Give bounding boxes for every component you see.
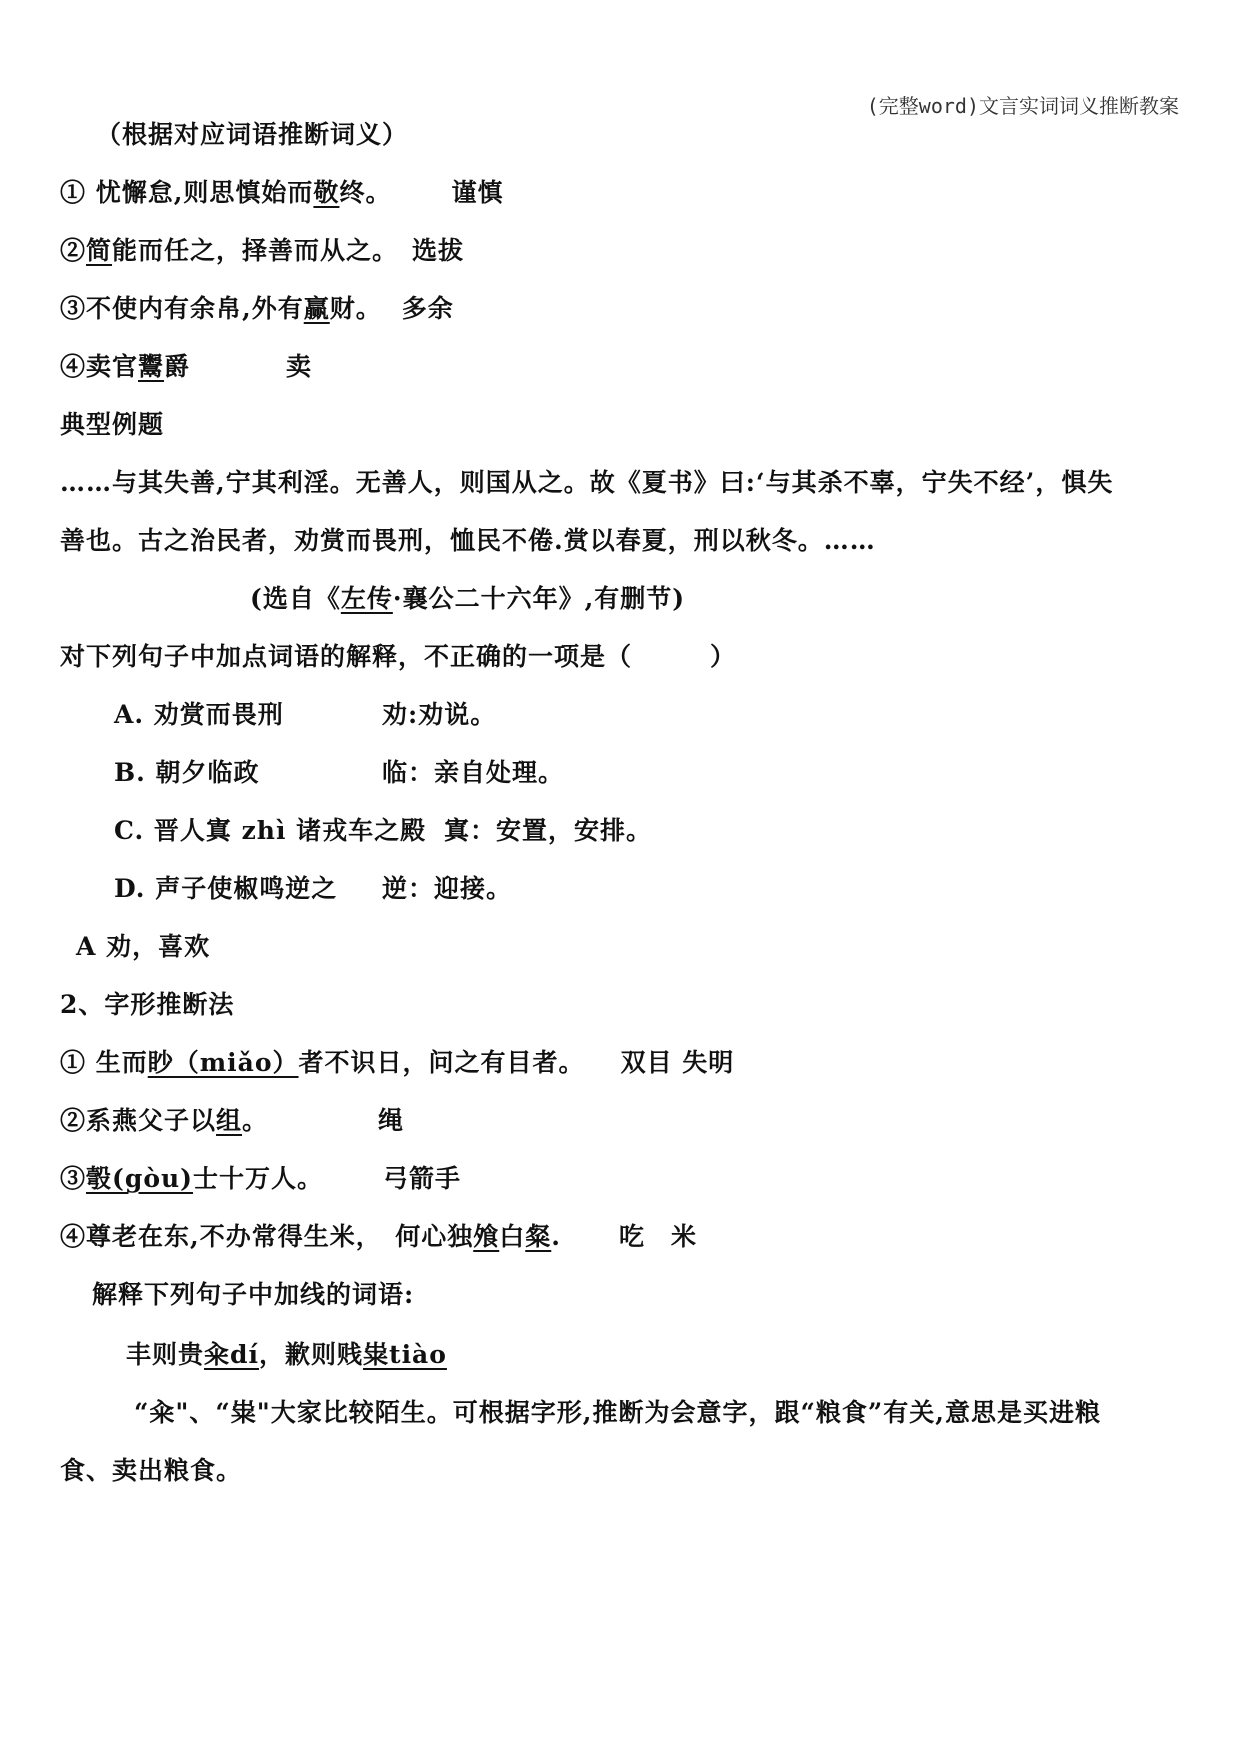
passage-line: 善也。古之治民者，劝赏而畏刑，恤民不倦.赏以春夏，刑以秋冬。…… [60,526,876,555]
underlined-word: 左传 [340,584,393,613]
underlined-word: 彀(gòu) [86,1164,194,1193]
option-text: D. 声子使椒鸣逆之 [114,874,338,903]
section-subtitle: （根据对应词语推断词义） [96,120,409,149]
item-answer: 卖 [286,352,313,381]
item-text: . [551,1222,561,1251]
question-text: 对下列句子中加点词语的解释，不正确的一项是（ ） [60,642,737,671]
item-answer: 多余 [401,294,454,323]
section-heading: 2、字形推断法 [60,990,235,1019]
list-item [60,350,312,384]
page-header: (完整word)文言实词词义推断教案 [866,94,1179,118]
phrase-text: ，歉则贱 [259,1340,364,1369]
option-explain: 劝:劝说。 [382,700,497,729]
item-text: 财。 [329,294,382,323]
explanation-line: 食、卖出粮食。 [60,1456,243,1485]
underlined-word: 眇（miǎo） [147,1048,299,1077]
source-text: ·襄公二十六年》,有删节) [392,584,686,613]
item-text: 者不识日，问之有目者。 [298,1048,585,1077]
item-answer: 弓箭手 [383,1164,462,1193]
option-explain: 临：亲自处理。 [382,758,565,787]
option-text: A. 劝赏而畏刑 [114,700,284,729]
example-heading: 典型例题 [60,410,165,439]
item-text: ① 生而 [60,1048,148,1077]
option-text: C. 晋人寘 zhì 诸戎车之殿 [114,816,427,845]
list-item [60,292,454,326]
item-text: ② [60,236,87,265]
underlined-word: 籴dí [204,1340,259,1369]
source-text: (选自《 [250,584,341,613]
item-answer: 双目 失明 [620,1048,735,1077]
underlined-word: 粲 [525,1222,552,1251]
item-answer: 吃 米 [618,1222,697,1251]
item-text: 。 [242,1106,269,1135]
answer-text: A 劝，喜欢 [76,932,211,961]
item-text: ②系燕父子以 [60,1106,217,1135]
underlined-word: 鬻 [138,352,165,381]
option-item [114,814,426,848]
item-text: ③ [60,1164,87,1193]
item-text: 白 [499,1222,526,1251]
list-item [60,1162,461,1196]
option-explain: 逆：迎接。 [382,874,513,903]
list-item [60,1220,697,1254]
underlined-word: 敬 [313,178,340,207]
item-text: 能而任之，择善而从之。 [112,236,399,265]
item-text: 爵 [164,352,191,381]
item-answer: 谨慎 [451,178,504,207]
option-item [114,756,260,790]
underlined-word: 组 [216,1106,243,1135]
phrase-line [126,1338,447,1372]
explanation-line: “籴"、“粜"大家比较陌生。可根据字形,推断为会意字，跟“粮食”有关,意思是买进粮 [134,1398,1101,1427]
phrase-text: 丰则贵 [126,1340,205,1369]
item-text: ③不使内有余帛,外有 [60,294,304,323]
item-text: 终。 [339,178,392,207]
underlined-word: 粜tiào [363,1340,447,1369]
underlined-word: 赢 [303,294,330,323]
item-text: ① 忧懈怠,则思慎始而 [60,178,314,207]
list-item [60,176,503,210]
item-answer: 选拔 [412,236,465,265]
option-item [114,872,337,906]
option-text: B. 朝夕临政 [114,758,260,787]
option-explain: 寘：安置，安排。 [444,816,653,845]
underlined-word: 飧 [473,1222,500,1251]
list-item [60,234,464,268]
item-text: ④尊老在东,不办常得生米， 何心独 [60,1222,474,1251]
item-text: ④卖官 [60,352,139,381]
item-text: 士十万人。 [193,1164,324,1193]
list-item [60,1046,734,1080]
option-item [114,698,284,732]
list-item [60,1104,404,1138]
passage-line: ……与其失善,宁其利淫。无善人，则国从之。故《夏书》曰:‘与其杀不辜，宁失不经’，惧失 [60,468,1114,497]
passage-source [250,582,685,616]
instruction-text: 解释下列句子中加线的词语: [92,1280,415,1309]
item-answer: 绳 [378,1106,405,1135]
underlined-word: 简 [86,236,113,265]
